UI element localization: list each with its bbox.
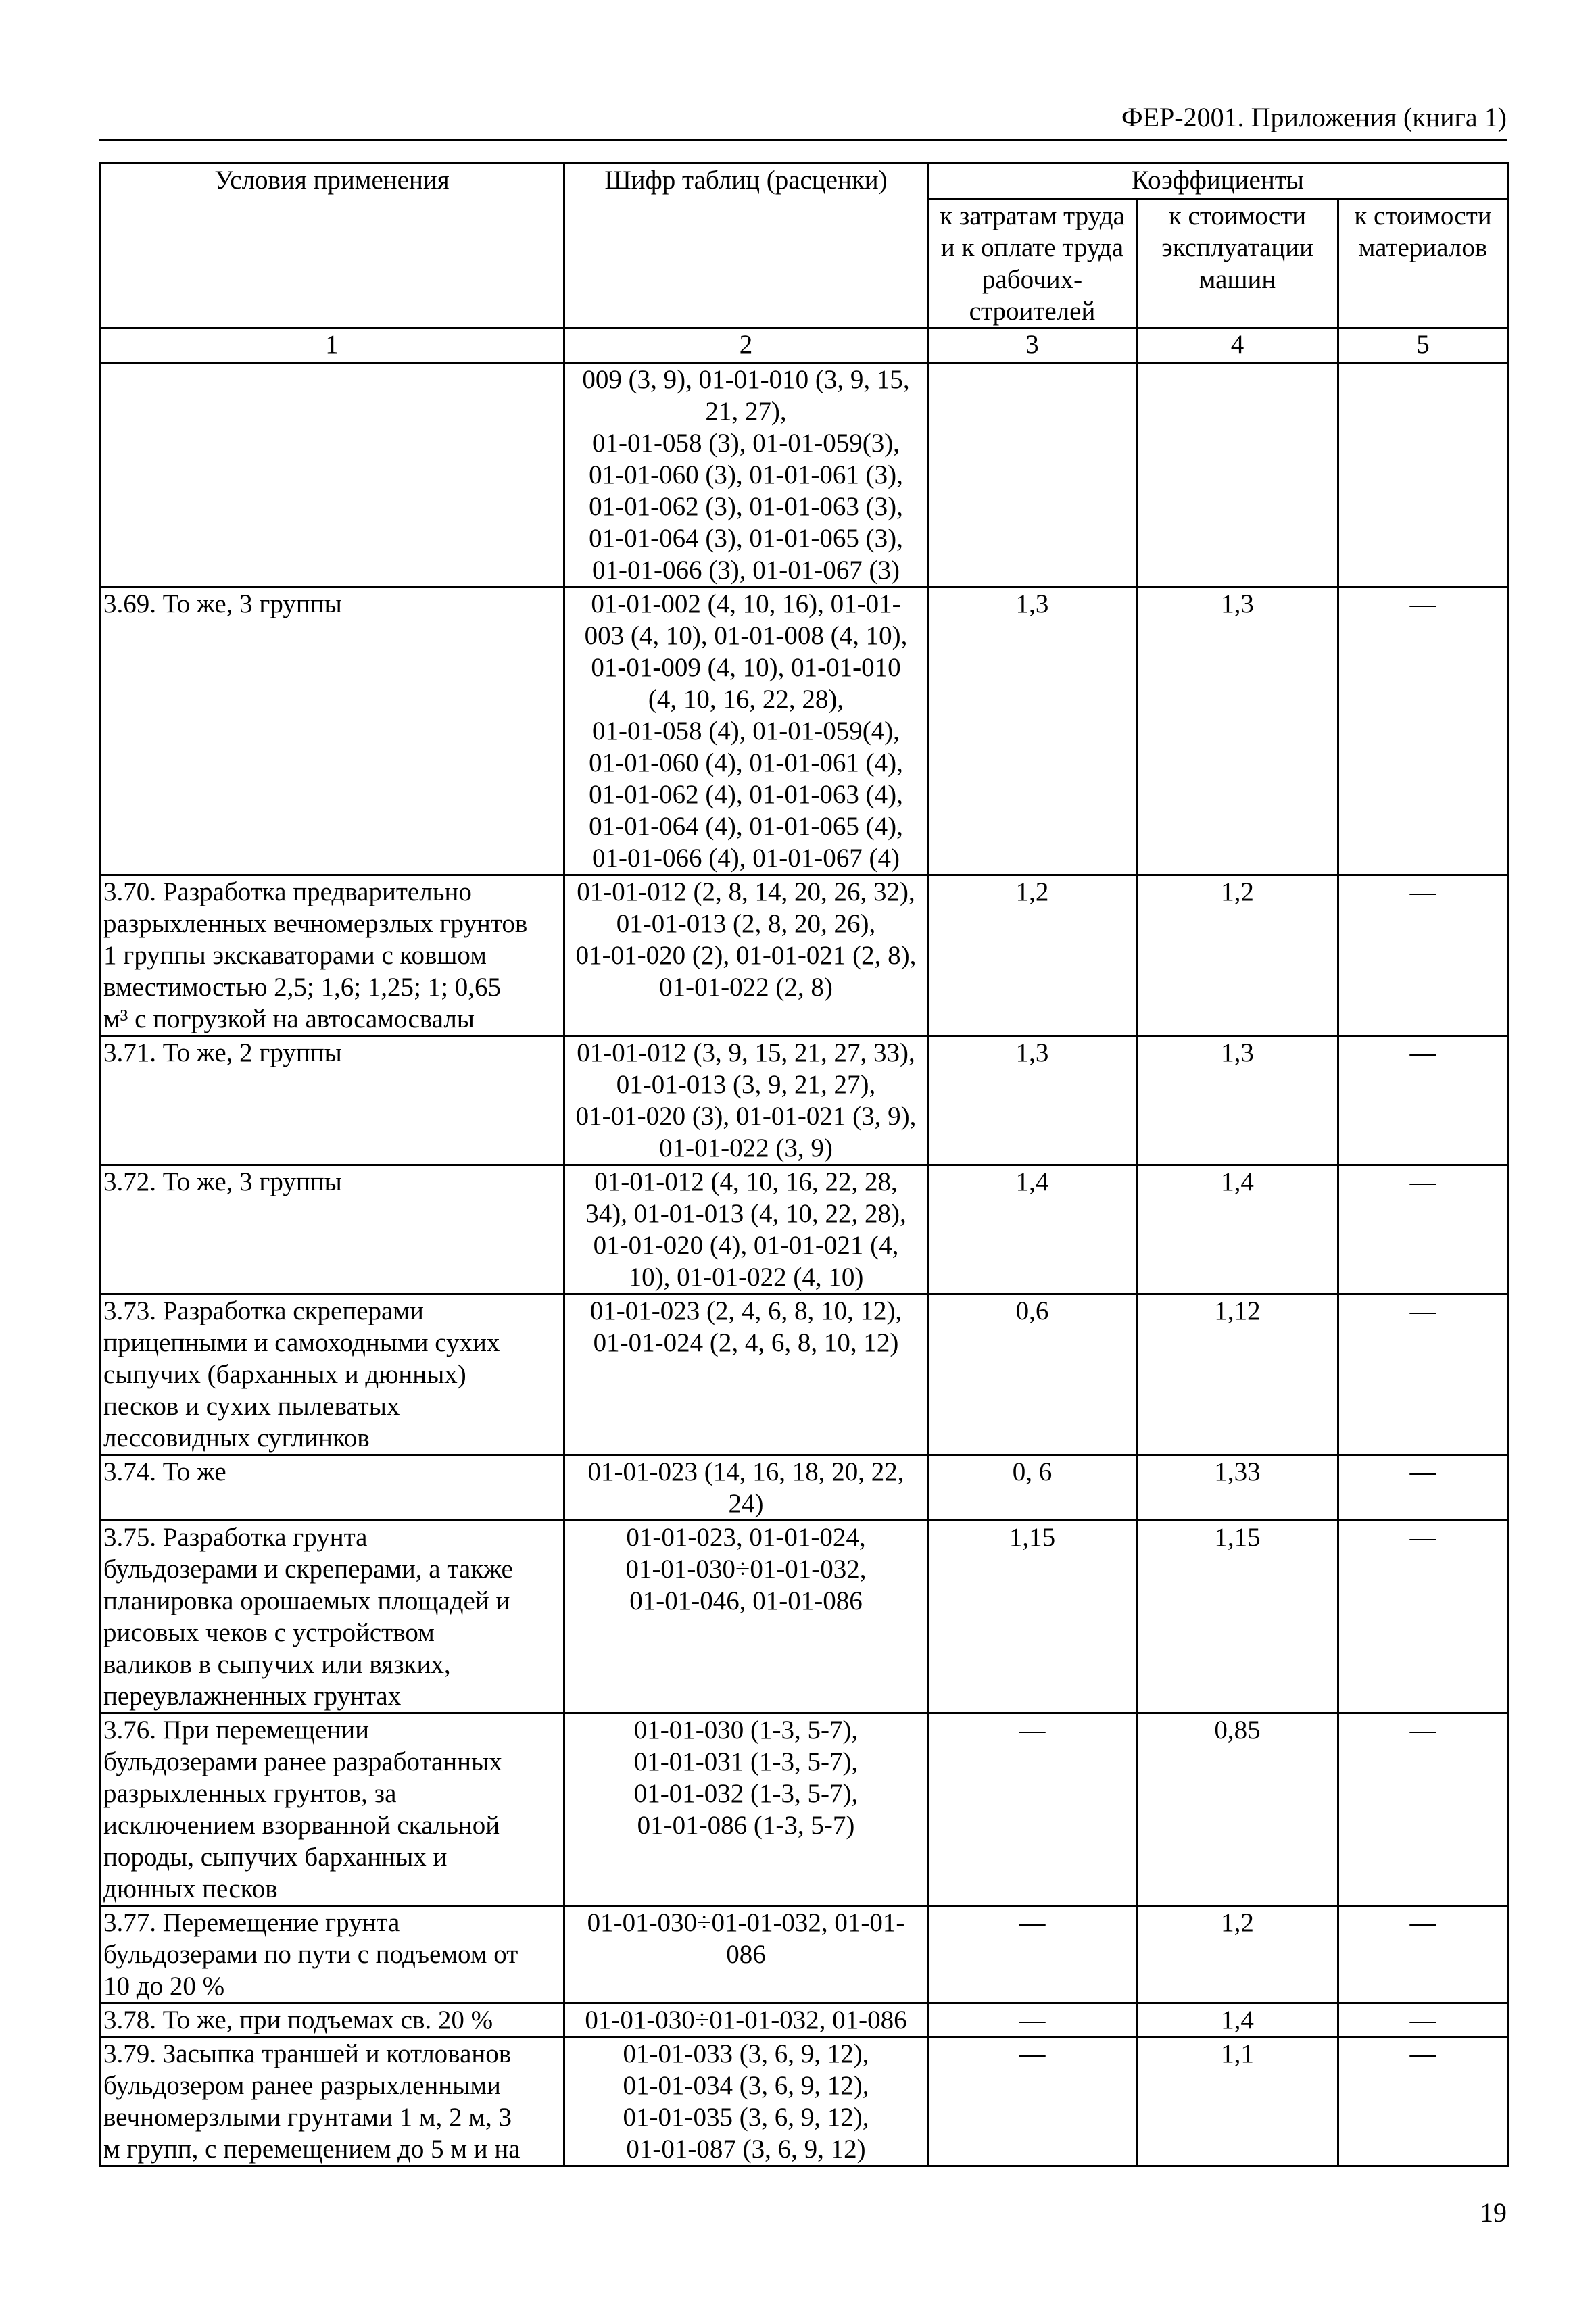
column-number: 5 [1338,328,1508,363]
code-line: 01-01-058 (3), 01-01-059(3), [592,429,900,458]
code-line: 01-01-023 (2, 4, 6, 8, 10, 12), [589,1296,902,1325]
condition-line: исключением взорванной скальной [103,1811,500,1840]
condition-cell [100,2003,564,2037]
condition-cell [100,587,564,875]
machines-coefficient: 1,4 [1137,1165,1338,1294]
condition-line: 3.69. То же, 3 группы [103,589,342,618]
code-cell [564,2037,928,2166]
header-code: Шифр таблиц (расценки) [564,164,928,328]
code-line: 01-01-035 (3, 6, 9, 12), [623,2103,869,2132]
code-cell [564,1165,928,1294]
labor-coefficient: 1,4 [928,1165,1137,1294]
coefficients-table [99,162,1509,2167]
code-line: 01-01-020 (4), 01-01-021 (4, [593,1231,899,1260]
condition-line: 3.74. То же [103,1457,226,1486]
condition-line: м³ с погрузкой на автосамосвалы [103,1004,475,1033]
page-number: 19 [1480,2197,1507,2228]
condition-cell [100,1294,564,1455]
condition-line: 3.79. Засыпка траншей и котлованов [103,2039,512,2068]
labor-coefficient: 1,15 [928,1521,1137,1713]
code-cell [564,1906,928,2003]
header-materials: к стоимости материалов [1338,199,1508,328]
labor-coefficient: 0, 6 [928,1455,1137,1521]
column-number: 3 [928,328,1137,363]
labor-coefficient: 1,3 [928,1036,1137,1165]
materials-coefficient: — [1338,2003,1508,2037]
code-line: 01-01-064 (3), 01-01-065 (3), [589,524,903,553]
materials-coefficient: — [1338,1455,1508,1521]
condition-line: вместимостью 2,5; 1,6; 1,25; 1; 0,65 [103,973,501,1002]
code-line: 01-01-012 (3, 9, 15, 21, 27, 33), [577,1038,915,1067]
labor-coefficient [928,363,1137,587]
code-line: 01-01-030÷01-01-032, 01-086 [585,2005,907,2034]
code-line: 086 [726,1940,766,1969]
header-rule [99,139,1507,141]
condition-line: сыпучих (барханных и дюнных) [103,1360,466,1389]
machines-coefficient: 1,4 [1137,2003,1338,2037]
condition-cell [100,1036,564,1165]
materials-coefficient: — [1338,2037,1508,2166]
condition-cell [100,1713,564,1906]
code-line: 01-01-020 (2), 01-01-021 (2, 8), [575,941,917,970]
labor-coefficient: 1,3 [928,587,1137,875]
code-cell [564,1294,928,1455]
code-line: 01-01-022 (2, 8) [659,973,833,1002]
condition-line: песков и сухих пылеватых [103,1392,400,1421]
condition-line: 3.78. То же, при подъемах св. 20 % [103,2005,493,2034]
machines-coefficient: 1,3 [1137,587,1338,875]
machines-coefficient [1137,363,1338,587]
machines-coefficient: 0,85 [1137,1713,1338,1906]
table-row [100,587,1508,875]
machines-coefficient: 1,1 [1137,2037,1338,2166]
table-row [100,1455,1508,1521]
code-line: 34), 01-01-013 (4, 10, 22, 28), [585,1199,906,1228]
code-line: 01-01-033 (3, 6, 9, 12), [623,2039,869,2068]
code-line: 01-01-012 (4, 10, 16, 22, 28, [594,1167,898,1196]
condition-cell [100,1455,564,1521]
condition-line: переувлажненных грунтах [103,1682,402,1711]
code-line: 01-01-022 (3, 9) [659,1134,833,1163]
code-line: 01-01-046, 01-01-086 [629,1586,863,1615]
table-row [100,2003,1508,2037]
code-cell [564,1036,928,1165]
code-line: 01-01-034 (3, 6, 9, 12), [623,2071,869,2100]
condition-cell [100,1521,564,1713]
code-line: 01-01-030÷01-01-032, 01-01- [587,1908,905,1937]
code-line: 01-01-024 (2, 4, 6, 8, 10, 12) [593,1328,899,1357]
code-line: 01-01-031 (1-3, 5-7), [633,1747,859,1776]
materials-coefficient: — [1338,1713,1508,1906]
materials-coefficient: — [1338,1906,1508,2003]
machines-coefficient: 1,15 [1137,1521,1338,1713]
code-line: 01-01-009 (4, 10), 01-01-010 [591,653,901,682]
code-line: 01-01-060 (3), 01-01-061 (3), [589,460,903,489]
condition-cell [100,363,564,587]
code-line: 01-01-066 (4), 01-01-067 (4) [592,844,900,873]
code-cell [564,2003,928,2037]
header-coefficients: Коэффициенты [928,164,1508,199]
table-row [100,2037,1508,2166]
condition-line: 3.76. При перемещении [103,1715,369,1745]
code-line: 01-01-062 (4), 01-01-063 (4), [589,780,903,809]
code-line: 01-01-032 (1-3, 5-7), [633,1779,859,1808]
code-line: 01-01-064 (4), 01-01-065 (4), [589,812,903,841]
condition-line: разрыхленных грунтов, за [103,1779,397,1808]
code-line: 01-01-060 (4), 01-01-061 (4), [589,748,903,777]
code-line: 01-01-062 (3), 01-01-063 (3), [589,492,903,521]
labor-coefficient: — [928,2003,1137,2037]
condition-line: бульдозером ранее разрыхленными [103,2071,501,2100]
labor-coefficient: — [928,2037,1137,2166]
code-line: 01-01-013 (3, 9, 21, 27), [616,1070,876,1099]
code-cell [564,1521,928,1713]
code-line: 01-01-020 (3), 01-01-021 (3, 9), [575,1102,917,1131]
condition-line: дюнных песков [103,1874,278,1903]
condition-cell [100,875,564,1036]
code-line: 24) [728,1489,764,1518]
materials-coefficient: — [1338,1036,1508,1165]
code-line: 01-01-087 (3, 6, 9, 12) [626,2135,866,2164]
condition-line: 3.77. Перемещение грунта [103,1908,400,1937]
condition-line: 1 группы экскаваторами с ковшом [103,941,487,970]
materials-coefficient [1338,363,1508,587]
condition-line: 10 до 20 % [103,1972,225,2001]
code-line: (4, 10, 16, 22, 28), [648,685,844,714]
machines-coefficient: 1,2 [1137,1906,1338,2003]
labor-coefficient: 1,2 [928,875,1137,1036]
machines-coefficient: 1,2 [1137,875,1338,1036]
table-row [100,1713,1508,1906]
condition-line: 3.70. Разработка предварительно [103,877,472,906]
code-line: 009 (3, 9), 01-01-010 (3, 9, 15, [582,365,910,394]
condition-line: прицепными и самоходными сухих [103,1328,500,1357]
machines-coefficient: 1,3 [1137,1036,1338,1165]
code-cell [564,363,928,587]
code-cell [564,587,928,875]
materials-coefficient: — [1338,1294,1508,1455]
code-line: 01-01-086 (1-3, 5-7) [637,1811,855,1840]
condition-line: 3.75. Разработка грунта [103,1523,368,1552]
code-line: 01-01-023 (14, 16, 18, 20, 22, [587,1457,904,1486]
table-row [100,363,1508,587]
machines-coefficient: 1,12 [1137,1294,1338,1455]
code-line: 01-01-058 (4), 01-01-059(4), [592,716,900,746]
table-row [100,875,1508,1036]
code-line: 01-01-030 (1-3, 5-7), [633,1715,859,1745]
condition-line: бульдозерами ранее разработанных [103,1747,502,1776]
materials-coefficient: — [1338,1521,1508,1713]
labor-coefficient: — [928,1713,1137,1906]
header-conditions: Условия применения [100,164,564,328]
condition-line: бульдозерами по пути с подъемом от [103,1940,518,1969]
code-line: 01-01-066 (3), 01-01-067 (3) [592,556,900,585]
table-row [100,1165,1508,1294]
labor-coefficient: — [928,1906,1137,2003]
code-cell [564,875,928,1036]
code-line: 01-01-030÷01-01-032, [625,1555,867,1584]
column-number: 4 [1137,328,1338,363]
table-row [100,1906,1508,2003]
column-number: 1 [100,328,564,363]
table-body [100,363,1508,2166]
table-row [100,1036,1508,1165]
column-number: 2 [564,328,928,363]
condition-line: 3.72. То же, 3 группы [103,1167,342,1196]
code-line: 01-01-002 (4, 10, 16), 01-01- [591,589,901,618]
condition-line: 3.71. То же, 2 группы [103,1038,342,1067]
running-title: ФЕР-2001. Приложения (книга 1) [1121,102,1507,132]
code-line: 01-01-012 (2, 8, 14, 20, 26, 32), [577,877,915,906]
condition-line: лессовидных суглинков [103,1423,370,1453]
code-line: 01-01-023, 01-01-024, [626,1523,866,1552]
header-labor: к затратам труда и к оплате труда рабочих-строителей [928,199,1137,328]
condition-line: вечномерзлыми грунтами 1 м, 2 м, 3 [103,2103,512,2132]
condition-line: планировка орошаемых площадей и [103,1586,510,1615]
condition-line: валиков в сыпучих или вязких, [103,1650,451,1679]
condition-line: разрыхленных вечномерзлых грунтов [103,909,528,938]
code-line: 01-01-013 (2, 8, 20, 26), [616,909,876,938]
table-row [100,1521,1508,1713]
labor-coefficient: 0,6 [928,1294,1137,1455]
condition-cell [100,1165,564,1294]
table-row [100,1294,1508,1455]
condition-line: м групп, с перемещением до 5 м и на [103,2135,521,2164]
header-machines: к стоимости эксплуатации машин [1137,199,1338,328]
condition-line: рисовых чеков с устройством [103,1618,435,1647]
condition-cell [100,1906,564,2003]
code-line: 10), 01-01-022 (4, 10) [628,1263,864,1292]
condition-line: бульдозерами и скреперами, а также [103,1555,513,1584]
code-line: 003 (4, 10), 01-01-008 (4, 10), [584,621,908,650]
condition-cell [100,2037,564,2166]
code-line: 21, 27), [705,397,787,426]
condition-line: 3.73. Разработка скреперами [103,1296,424,1325]
materials-coefficient: — [1338,875,1508,1036]
condition-line: породы, сыпучих барханных и [103,1843,448,1872]
machines-coefficient: 1,33 [1137,1455,1338,1521]
code-cell [564,1713,928,1906]
materials-coefficient: — [1338,587,1508,875]
code-cell [564,1455,928,1521]
materials-coefficient: — [1338,1165,1508,1294]
